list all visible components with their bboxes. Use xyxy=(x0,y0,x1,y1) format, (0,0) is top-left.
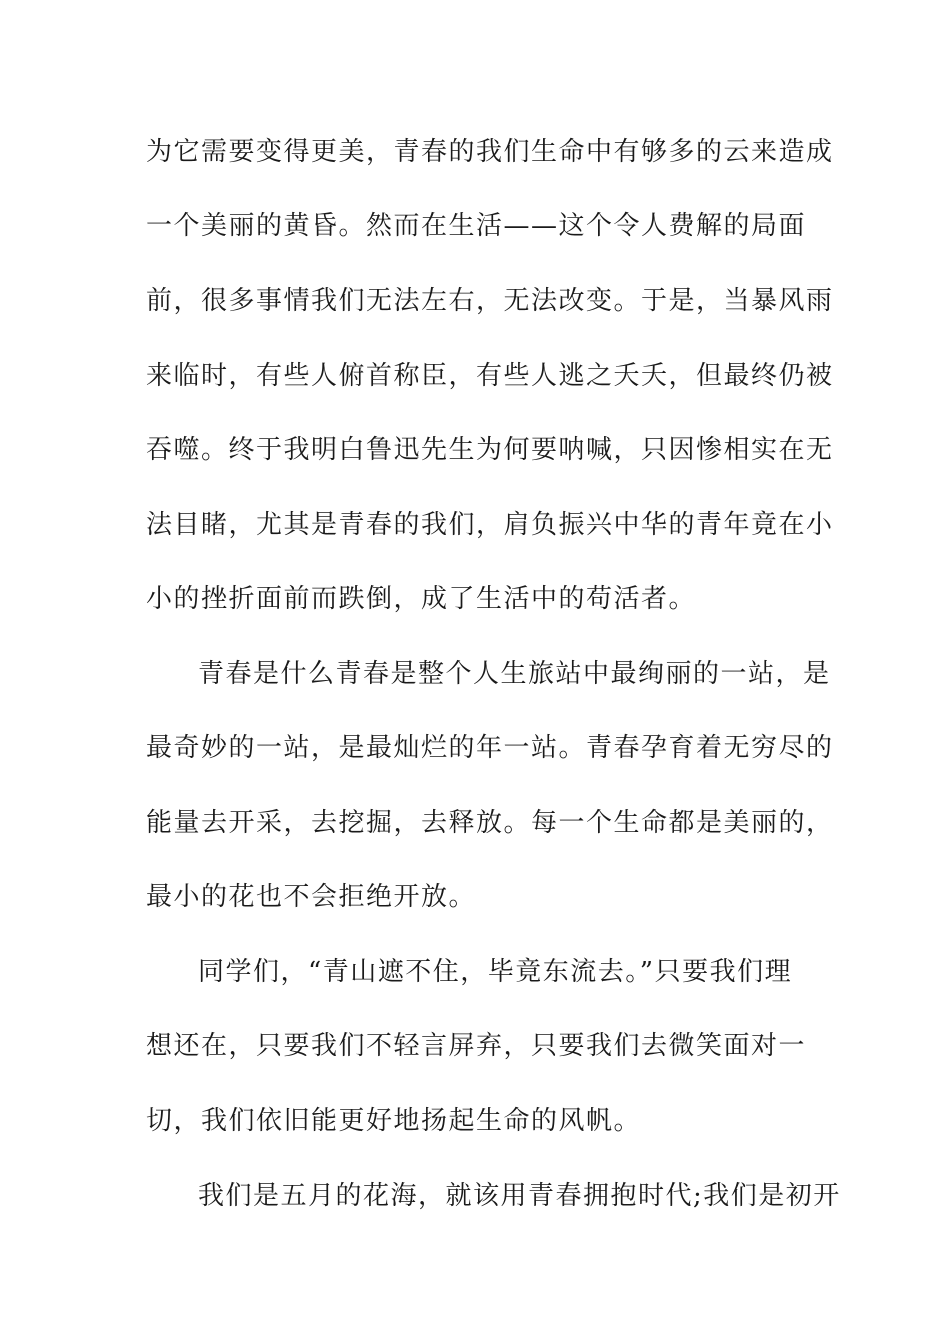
text-line: 来临时，有些人俯首称臣，有些人逃之夭夭，但最终仍被 xyxy=(146,361,834,391)
text-line: 最小的花也不会拒绝开放。 xyxy=(146,882,477,912)
text-line: 最奇妙的一站，是最灿烂的年一站。青春孕育着无穷尽的 xyxy=(146,733,834,763)
text-line: 想还在，只要我们不轻言屏弃，只要我们去微笑面对一 xyxy=(146,1031,807,1061)
paragraph-first-line: 青春是什么青春是整个人生旅站中最绚丽的一站，是 xyxy=(198,659,831,689)
text-line: 为它需要变得更美，青春的我们生命中有够多的云来造成 xyxy=(146,137,834,167)
paragraph-first-line: 同学们，“青山遮不住，毕竟东流去。”只要我们理 xyxy=(198,957,793,987)
paragraph-first-line: 我们是五月的花海，就该用青春拥抱时代;我们是初开 xyxy=(198,1181,841,1211)
text-line: 小的挫折面前而跌倒，成了生活中的苟活者。 xyxy=(146,584,697,614)
text-line: 法目睹，尤其是青春的我们，肩负振兴中华的青年竟在小 xyxy=(146,510,834,540)
text-line: 前，很多事情我们无法左右，无法改变。于是，当暴风雨 xyxy=(146,286,834,316)
text-line: 一个美丽的黄昏。然而在生活——这个令人费解的局面 xyxy=(146,211,807,241)
text-line: 能量去开采，去挖掘，去释放。每一个生命都是美丽的， xyxy=(146,808,834,838)
text-line: 吞噬。终于我明白鲁迅先生为何要呐喊，只因惨相实在无 xyxy=(146,435,834,465)
text-line: 切，我们依旧能更好地扬起生命的风帆。 xyxy=(146,1106,642,1136)
